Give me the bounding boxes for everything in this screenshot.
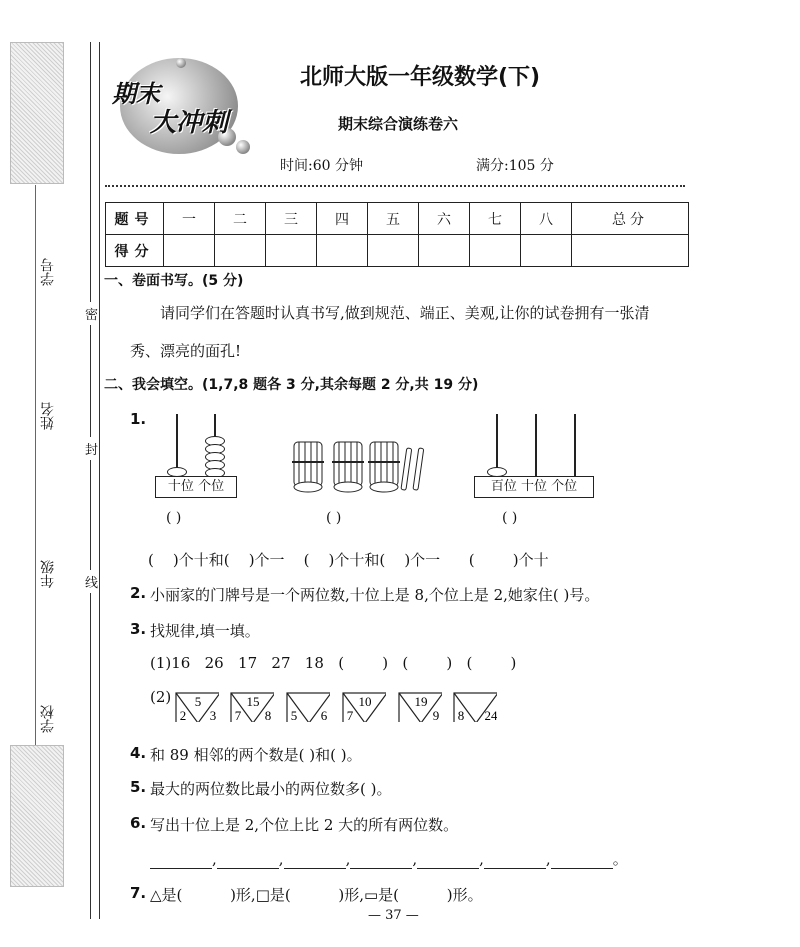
q6-text: 写出十位上是 2,个位上比 2 大的所有两位数。 xyxy=(150,816,459,834)
q7-text: △是( )形,□是( )形,▭是( )形。 xyxy=(150,886,483,904)
q7-number: 7. xyxy=(130,884,147,902)
abacus2-label-tens: 十位 xyxy=(520,479,547,494)
score-col-total: 总分 xyxy=(572,203,689,235)
logo-text-2: 大冲刺 xyxy=(150,108,229,138)
abacus2-label-ones: 个位 xyxy=(551,479,578,494)
q6-number: 6. xyxy=(130,814,147,832)
stick-bundles xyxy=(290,438,430,498)
score-row-head: 得分 xyxy=(106,235,164,267)
score-col: 七 xyxy=(470,203,521,235)
score-cell[interactable] xyxy=(521,235,572,267)
q1-answer-2[interactable]: ( ) xyxy=(326,510,342,526)
q1-answer-1[interactable]: ( ) xyxy=(166,510,182,526)
section1-line1: 请同学们在答题时认真书写,做到规范、端正、美观,让你的试卷拥有一张清 xyxy=(160,304,650,322)
label-name: 姓名 xyxy=(40,402,56,430)
margin-hatch-bottom xyxy=(10,745,64,887)
q3-text: 找规律,填一填。 xyxy=(150,622,260,640)
binding-line-2 xyxy=(99,42,100,919)
page-number: — 37 — xyxy=(368,908,419,923)
pattern-box-top: 5 xyxy=(194,694,202,709)
label-school: 学校 xyxy=(40,705,56,733)
exam-full-score: 满分:105 分 xyxy=(476,158,554,174)
q5-number: 5. xyxy=(130,778,147,796)
pattern-box-left: 8 xyxy=(457,708,465,722)
q6-answer-blanks[interactable]: , , , , , , 。 xyxy=(150,848,628,869)
score-col: 二 xyxy=(215,203,266,235)
pattern-box-right: 24 xyxy=(484,708,497,722)
abacus1-label-tens: 十位 xyxy=(167,479,194,494)
score-col: 一 xyxy=(164,203,215,235)
pattern-box-left: 5 xyxy=(290,708,298,722)
pattern-box-left: 7 xyxy=(346,708,354,722)
pattern-box-right: 6 xyxy=(320,708,328,722)
score-cell[interactable] xyxy=(368,235,419,267)
q3-part2-label: (2) xyxy=(150,688,172,706)
margin-fill-line xyxy=(35,185,36,745)
exam-time: 时间:60 分钟 xyxy=(280,158,363,174)
score-cell[interactable] xyxy=(317,235,368,267)
score-col: 三 xyxy=(266,203,317,235)
q4-number: 4. xyxy=(130,744,147,762)
q4-text: 和 89 相邻的两个数是( )和( )。 xyxy=(150,746,362,764)
abacus1-label-ones: 个位 xyxy=(198,479,225,494)
score-col: 八 xyxy=(521,203,572,235)
seal-feng: 封 xyxy=(85,437,98,460)
section1-title: 一、卷面书写。(5 分) xyxy=(104,273,244,289)
score-cell[interactable] xyxy=(215,235,266,267)
pattern-box-top: 15 xyxy=(246,694,260,709)
section2-title: 二、我会填空。(1,7,8 题各 3 分,其余每题 2 分,共 19 分) xyxy=(104,377,479,393)
score-col: 六 xyxy=(419,203,470,235)
score-table xyxy=(105,202,689,267)
pattern-box-left: 7 xyxy=(234,708,242,722)
pattern-box xyxy=(286,692,330,722)
logo-text-1: 期末 xyxy=(112,80,160,108)
dotted-divider xyxy=(105,185,685,187)
pattern-box-right: 8 xyxy=(264,708,272,722)
pattern-box-left: 2 xyxy=(179,708,187,722)
score-cell[interactable] xyxy=(572,235,689,267)
q2-text: 小丽家的门牌号是一个两位数,十位上是 8,个位上是 2,她家住( )号。 xyxy=(150,586,600,604)
pattern-box-right: 9 xyxy=(432,708,440,722)
q1-answer-3[interactable]: ( ) xyxy=(502,510,518,526)
seal-mi: 密 xyxy=(85,302,98,325)
score-table-head: 题号 xyxy=(106,203,164,235)
pattern-box-right: 3 xyxy=(209,708,217,722)
abacus2-label-hundreds: 百位 xyxy=(490,479,517,494)
pattern-box-top: 10 xyxy=(358,694,372,709)
pattern-box xyxy=(398,692,442,722)
binding-line-1 xyxy=(90,42,91,919)
pattern-box xyxy=(342,692,386,722)
q1-number: 1. xyxy=(130,410,147,428)
label-grade: 年级 xyxy=(40,560,56,588)
q1-answer-line: ( )个十和( )个一 ( )个十和( )个一 ( )个十 xyxy=(148,551,549,569)
page-title: 北师大版一年级数学(下) xyxy=(300,65,541,90)
score-cell[interactable] xyxy=(164,235,215,267)
score-col: 五 xyxy=(368,203,419,235)
score-cell[interactable] xyxy=(470,235,521,267)
page-subtitle: 期末综合演练卷六 xyxy=(338,115,459,133)
q3-number: 3. xyxy=(130,620,147,638)
margin-hatch-top xyxy=(10,42,64,184)
label-student-id: 学号 xyxy=(40,258,56,286)
seal-xian: 线 xyxy=(85,570,98,593)
q2-number: 2. xyxy=(130,584,147,602)
q5-text: 最大的两位数比最小的两位数多( )。 xyxy=(150,780,392,798)
score-col: 四 xyxy=(317,203,368,235)
pattern-box-top: 19 xyxy=(414,694,428,709)
score-cell[interactable] xyxy=(419,235,470,267)
score-cell[interactable] xyxy=(266,235,317,267)
q3-part1: (1)16 26 17 27 18 ( ) ( ) ( ) xyxy=(150,654,517,672)
pattern-box xyxy=(230,692,274,722)
pattern-box xyxy=(175,692,219,722)
section1-line2: 秀、漂亮的面孔! xyxy=(130,342,242,360)
pattern-box xyxy=(453,692,497,722)
